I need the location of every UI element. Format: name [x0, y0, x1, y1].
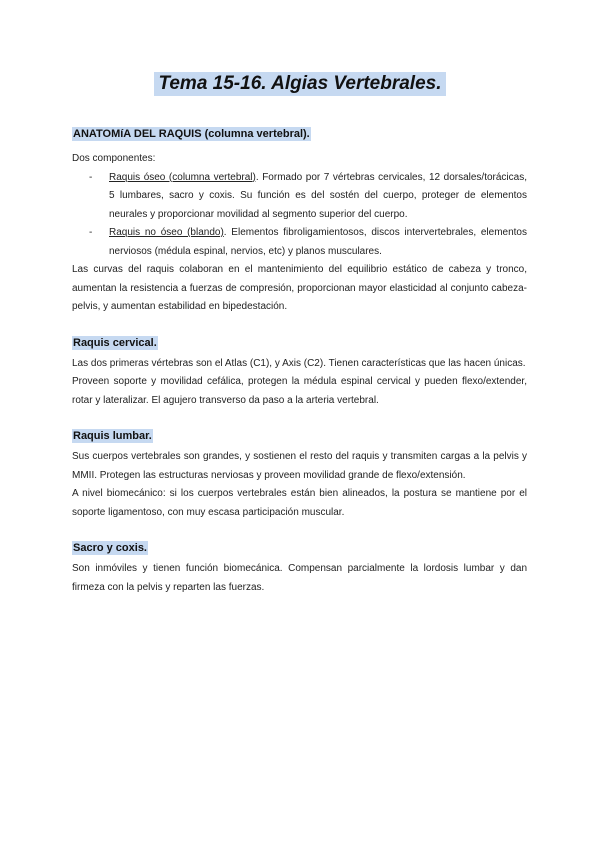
- list-item-term: Raquis óseo (columna vertebral): [109, 171, 256, 183]
- section-lumbar-heading-wrap: [72, 426, 527, 444]
- list-item-term: Raquis no óseo (blando): [109, 227, 224, 238]
- section-cervical-heading-wrap: [72, 333, 527, 351]
- document-body: [72, 124, 527, 597]
- list-item: [109, 224, 527, 261]
- section-anatomia-intro: Dos componentes:: [72, 153, 156, 164]
- section-sacro-heading-wrap: [72, 538, 527, 556]
- list-item: [109, 169, 527, 225]
- section-anatomia-heading: ANATOMíA DEL RAQUIS (columna vertebral).: [73, 128, 310, 140]
- section-anatomia-heading-wrap: [72, 124, 527, 142]
- list-item-text: . Formado por 7 vértebras cervicales, 12 dorsales/torácicas, 5 lumbares, sacro y coxis. Su función es del sostén del cuerpo, proteger de elementos neurales y proporcionar movilidad al segmento superior del cuerpo.: [109, 171, 527, 220]
- components-list: [72, 169, 527, 262]
- section-lumbar-paragraph: Sus cuerpos vertebrales son grandes, y sostienen el resto del raquis y transmiten cargas a la pelvis y MMII. Protegen las estructuras nerviosas y proveen movilidad grande de flexo/extensión.: [72, 451, 527, 481]
- section-cervical-heading: Raquis cervical.: [73, 336, 157, 349]
- title-wrapper: [0, 72, 600, 96]
- section-anatomia-paragraph: Las curvas del raquis colaboran en el mantenimiento del equilibrio estático de cabeza y tronco, aumentan la resistencia a fuerzas de compresión, proporcionan mayor elasticidad al conjunto cabeza-pelvis, y aumentan estabilidad en bipedestación.: [72, 264, 527, 312]
- section-lumbar-heading: Raquis lumbar.: [73, 430, 152, 442]
- list-item-text: . Elementos fibroligamientosos, discos intervertebrales, elementos nerviosos (médula espinal, nervios, etc) y planos musculares.: [109, 227, 527, 257]
- section-sacro-heading: Sacro y coxis.: [73, 542, 147, 554]
- section-cervical-paragraph: Las dos primeras vértebras son el Atlas (C1), y Axis (C2). Tienen características que las hacen únicas.: [72, 357, 526, 369]
- page-title: Tema 15-16. Algias Vertebrales.: [154, 72, 445, 96]
- section-cervical-paragraph: Proveen soporte y movilidad cefálica, protegen la médula espinal cervical y pueden flexo/extender, rotar y lateralizar. El agujero transverso da paso a la arteria vertebral.: [72, 376, 527, 406]
- section-lumbar-paragraph: A nivel biomecánico: si los cuerpos vertebrales están bien alineados, la postura se mantiene por el soporte ligamentoso, con muy escasa participación muscular.: [72, 488, 527, 518]
- section-sacro-paragraph: Son inmóviles y tienen función biomecánica. Compensan parcialmente la lordosis lumbar y dan firmeza con la pelvis y reparten las fuerzas.: [72, 563, 527, 593]
